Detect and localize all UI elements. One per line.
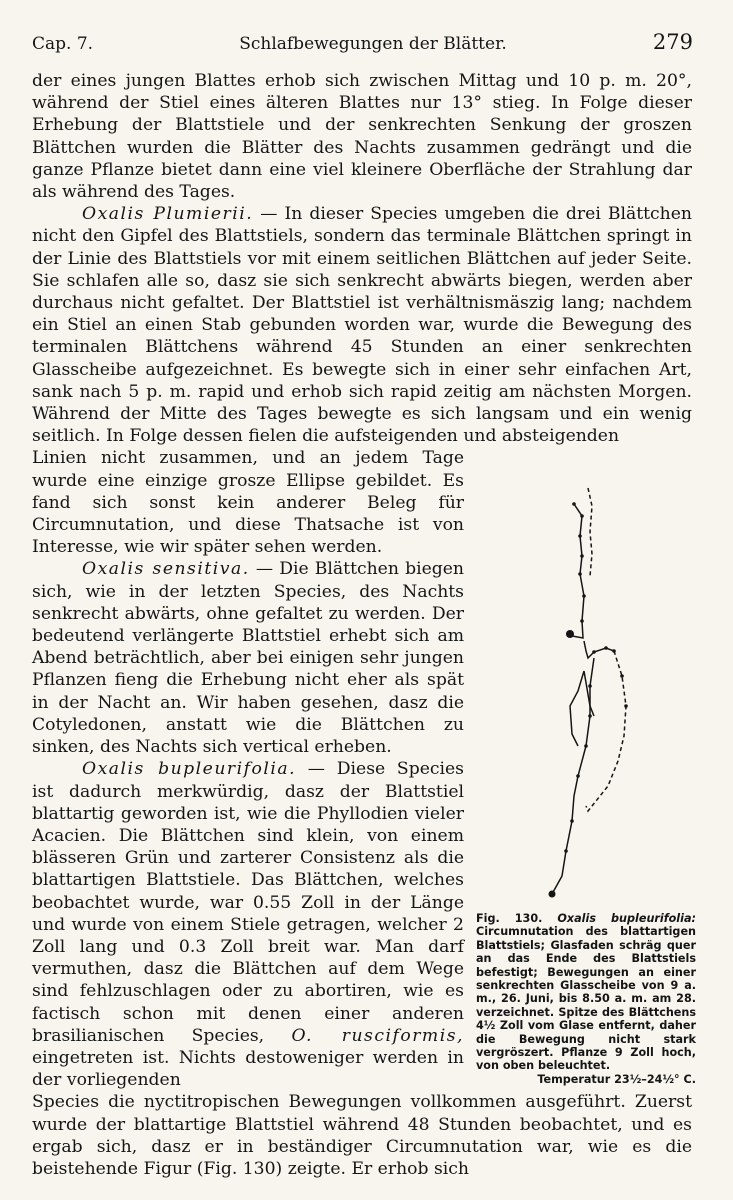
trace-start-point: [566, 630, 574, 638]
paragraph-oxalis-sensitiva: [32, 558, 464, 758]
running-title: Schlafbewegungen der Blätter.: [239, 34, 507, 54]
trace-point: [588, 714, 592, 718]
paragraph-text: — Diese Species ist dadurch merkwürdig, dasz der Blattstiel blattartig geworden ist, wie die Phyllodien vieler Acacien. Die Blättchen sind klein, von einem blässeren Grün und zarterer Consistenz als die blattartigen Blattstiele. Das Blättchen, welches beobachtet wurde, war 0.55 Zoll in der Länge und wurde von einem Stiele getragen, welcher 2 Zoll lang und 0.3 Zoll breit war. Man darf vermuthen, dasz die Blättchen auf dem Wege sind fehlzuschlagen oder zu abortiren, wie es factisch schon mit denen einer anderen brasilianischen Species,: [32, 759, 464, 1046]
paragraph-oxalis-bupleurifolia: [32, 758, 464, 1091]
trace-point: [592, 650, 596, 654]
trace-solid-main: [552, 504, 614, 894]
paragraph-2-continued: Linien nicht zusammen, und an jedem Tage wurde eine einzige grosze Ellipse gebildet. Es fand sich sonst kein anderer Beleg für Circumnutation, und diese Thatsache ist von Interesse, wie wir später sehen werden.: [32, 448, 464, 558]
figure-number: Fig. 130.: [476, 912, 543, 925]
figure-temperature: Temperatur 23½–24½° C.: [537, 1072, 696, 1086]
trace-point: [578, 572, 582, 576]
trace-point: [576, 774, 580, 778]
figure-caption: [476, 912, 696, 1086]
paragraph-1: der eines jungen Blattes erhob sich zwischen Mittag und 10 p. m. 20°, während der Stiel eines älteren Blattes nur 13° stieg. In Folge dieser Erhebung der Blattstiele und der senkrechten Senkung der groszen Blättchen wurden die Blätter des Nachts zusammen gedrängt und die ganze Pflanze bietet dann eine viel kleinere Oberfläche der Strahlung dar als während des Tages.: [32, 71, 692, 203]
trace-point: [572, 502, 576, 506]
trace-point: [604, 646, 608, 650]
species-name: Oxalis bupleurifolia.: [82, 759, 297, 780]
trace-point: [612, 649, 616, 653]
paragraph-text: — In dieser Species umgeben die drei Blättchen nicht den Gipfel des Blattstiels, sondern das terminale Blättchen springt in der Linie des Blattstiels vor mit einem seitlichen Blättchen auf jeder Seite. Sie schlafen alle so, dasz sie sich senkrecht abwärts biegen, werden aber durchaus nicht gefaltet. Der Blattstiel ist verhältnismäszig lang; nachdem ein Stiel an einen Stab gebunden worden war, wurde die Bewegung des terminalen Blättchens während 45 Stunden an einer senkrechten Glasscheibe aufgezeichnet. Es bewegte sich in einer sehr einfachen Art, sank nach 5 p. m. rapid und erhob sich rapid zeitig am nächsten Morgen. Während der Mitte des Tages bewegte es sich langsam und ein wenig seitlich. In Folge dessen fielen die aufsteigenden und absteigenden: [32, 204, 692, 447]
figure-species: Oxalis bupleurifolia:: [557, 912, 697, 925]
paragraph-oxalis-plumierii: [32, 203, 692, 447]
trace-point: [588, 684, 592, 688]
running-header: [32, 30, 693, 60]
species-name: Oxalis Plumierii.: [82, 204, 254, 225]
trace-point: [582, 594, 586, 598]
trace-point: [584, 744, 588, 748]
trace-point: [580, 619, 584, 623]
trace-end-point: [549, 891, 556, 898]
species-name: O. rusciformis,: [291, 1025, 464, 1046]
species-name: Oxalis sensitiva.: [82, 559, 250, 580]
trace-point: [624, 704, 628, 708]
paragraph-4-continued: Species die nyctitropischen Bewegungen vollkommen ausgeführt. Zuerst wurde der blattartige Blattstiel während 48 Stunden beobachtet, und es ergab sich, dasz er in beständiger Circumnutation war, wie es die beistehende Figur (Fig. 130) zeigte. Er erhob sich: [32, 1092, 692, 1179]
trace-point: [580, 554, 584, 558]
page-number: 279: [652, 30, 693, 54]
trace-point: [570, 819, 574, 823]
trace-point: [620, 674, 624, 678]
figure-caption-text: Circumnutation des blattartigen Blattstiels; Glasfaden schräg quer an das Ende des Blattstiels befestigt; Bewegungen an einer senkrechten Glasscheibe von 9 a. m., 26. Juni, bis 8.50 a. m. am 28. verzeichnet. Spitze des Blättchens 4½ Zoll vom Glase entfernt, daher die Bewegung nicht stark vergröszert. Pflanze 9 Zoll hoch, von oben beleuchtet.: [476, 925, 696, 1073]
chapter-label: Cap. 7.: [32, 34, 94, 54]
paragraph-text: — Die Blättchen biegen sich, wie in der letzten Species, des Nachts senkrecht abwärts, ohne gefaltet zu werden. Der bedeutend verlängerte Blattstiel erhebt sich am Abend beträchtlich, aber bei einigen sehr jungen Pflanzen fieng die Erhebung nicht eher als spät in der Nacht an. Wir haben gesehen, dasz die Cotyledonen, anstatt wie die Blättchen zu sinken, des Nachts sich vertical erheben.: [32, 559, 464, 758]
trace-point: [580, 514, 584, 518]
trace-point: [564, 849, 568, 853]
trace-point: [578, 534, 582, 538]
paragraph-text: eingetreten ist. Nichts destoweniger werden in der vorliegenden: [32, 1047, 464, 1091]
circumnutation-figure: [548, 476, 656, 916]
